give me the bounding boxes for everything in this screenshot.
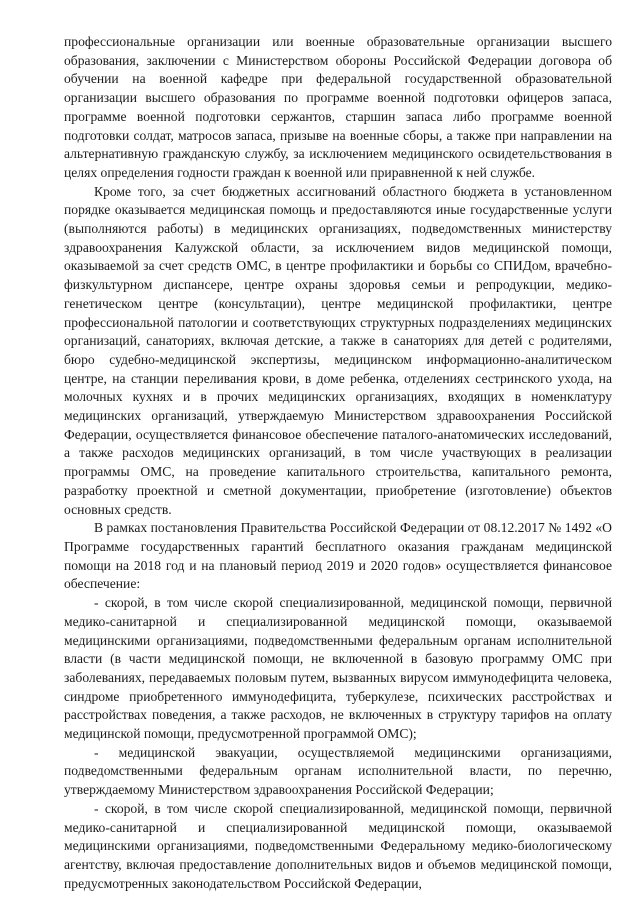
list-item-emergency-care: - скорой, в том числе скорой специализированной, медицинской помощи, первичной медико-санитарной и специализированной медицинской помощи, оказываемой медицинскими организациями, подведомственными федеральным органам исполнительной власти (в части медицинской помощи, не включенной в базовую программу ОМС при заболеваниях, передаваемых половым путем, вызванных вирусом иммунодефицита человека, синдроме приобретенного иммунодефицита, туберкулезе, психических расстройствах и расстройствах поведения, а также расходов, не включенных в структуру тарифов на оплату медицинской помощи, предусмотренной программой ОМС); <box>64 595 612 742</box>
document-page <box>64 33 612 893</box>
paragraph-regional-budget: Кроме того, за счет бюджетных ассигнований областного бюджета в установленном порядке оказывается медицинская помощь и предоставляются иные государственные услуги (выполняются работы) в медицинских организациях, подведомственных министерству здравоохранения Калужской области, за исключением видов медицинской помощи, оказываемой за счет средств ОМС, в центре профилактики и борьбы со СПИДом, врачебно-физкультурном диспансере, центре охраны здоровья семьи и репродукции, медико-генетическом центре (консультации), центре медицинской профилактики, центре профессиональной патологии и соответствующих структурных подразделениях медицинских организаций, санаториях, включая детские, а также в санаториях для детей с родителями, бюро судебно-медицинской экспертизы, медицинском информационно-аналитическом центре, на станции переливания крови, в доме ребенка, отделениях сестринского ухода, на молочных кухнях и в прочих медицинских организациях, входящих в номенклатуру медицинских организаций, утверждаемую Министерством здравоохранения Российской Федерации, осуществляется финансовое обеспечение паталого-анатомических исследований, а также расходов медицинских организаций, в том числе участвующих в реализации программы ОМС, на проведение капитального строительства, капитального ремонта, разработку проектной и сметной документации, приобретение (изготовление) объектов основных средств. <box>64 183 612 517</box>
list-item-fmba-care: - скорой, в том числе скорой специализированной, медицинской помощи, первичной медико-санитарной и специализированной медицинской помощи, оказываемой медицинскими организациями, подведомственными Федеральному медико-биологическому агентству, включая предоставление дополнительных видов и объемов медицинской помощи, предусмотренных законодательством Российской Федерации, <box>64 800 612 891</box>
paragraph-government-decree: В рамках постановления Правительства Российской Федерации от 08.12.2017 № 1492 «О Программе государственных гарантий бесплатного оказания гражданам медицинской помощи на 2018 год и на плановый период 2019 и 2020 годов» осуществляется финансовое обеспечение: <box>64 520 612 592</box>
list-item-medical-evacuation: - медицинской эвакуации, осуществляемой медицинскими организациями, подведомственными федеральным органам исполнительной власти, по перечню, утверждаемому Министерством здравоохранения Российской Федерации; <box>64 744 612 798</box>
paragraph-continuation: профессиональные организации или военные образовательные организации высшего образования, заключении с Министерством обороны Российской Федерации договора об обучении на военной кафедре при федеральной государственной образовательной организации высшего образования по программе военной подготовки офицеров запаса, программе военной подготовки сержантов, старшин запаса либо программе военной подготовки солдат, матросов запаса, призыве на военные сборы, а также при направлении на альтернативную гражданскую службу, за исключением медицинского освидетельствования в целях определения годности граждан к военной или приравненной к ней службе. <box>64 34 612 180</box>
